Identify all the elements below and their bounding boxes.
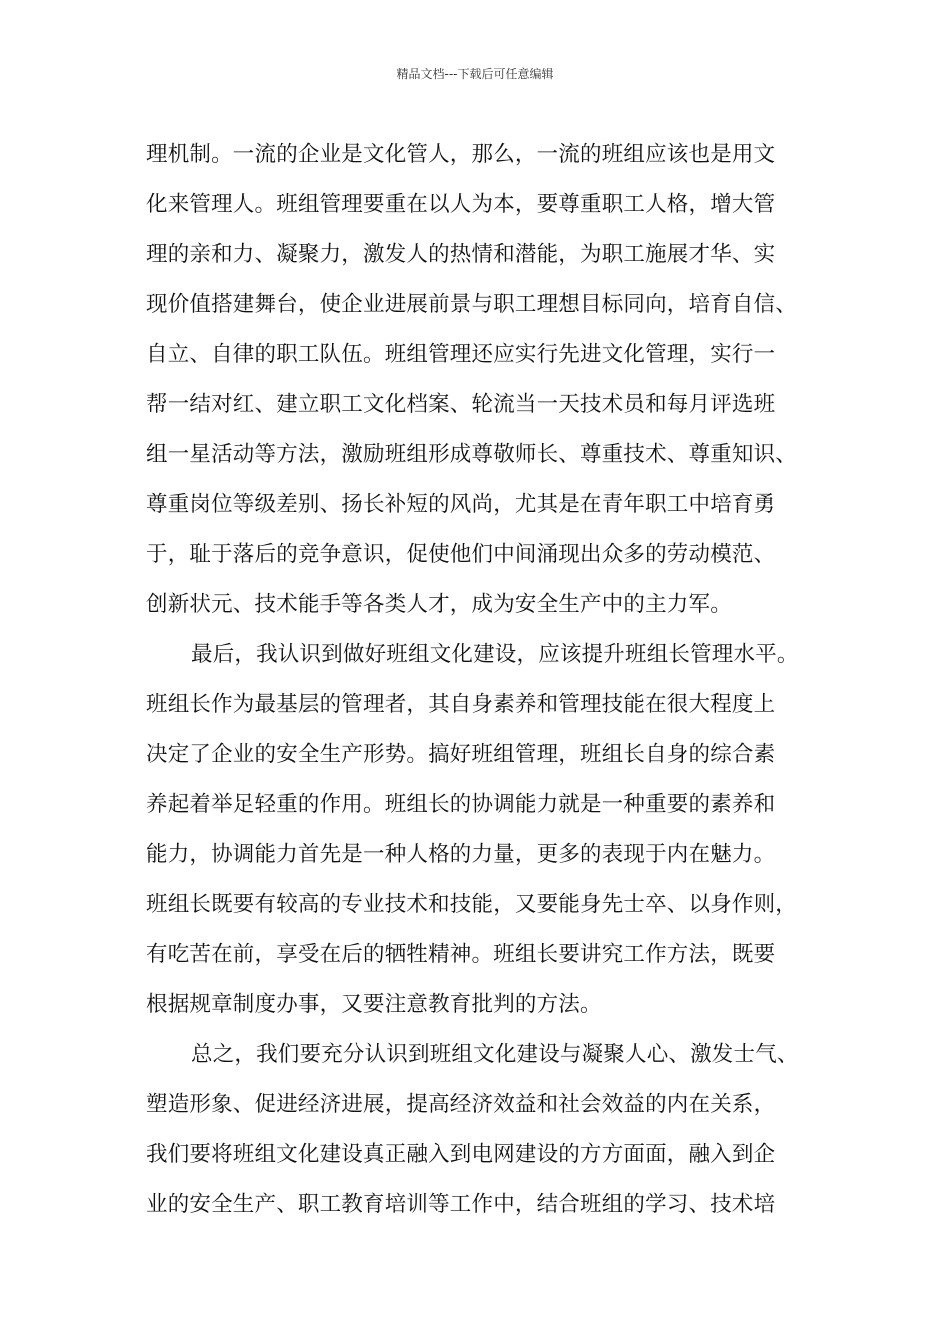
text-line: 根据规章制度办事，又要注意教育批判的方法。 (146, 992, 602, 1017)
text-line: 塑造形象、促进经济进展，提高经济效益和社会效益的内在关系， (146, 1092, 776, 1117)
text-line: 化来管理人。班组管理要重在以人为本，要尊重职工人格，增大管 (146, 192, 776, 217)
text-line: 班组长作为最基层的管理者，其自身素养和管理技能在很大程度上 (146, 692, 776, 717)
text-line: 创新状元、技术能手等各类人才，成为安全生产中的主力军。 (146, 592, 732, 617)
text-line: 理的亲和力、凝聚力，激发人的热情和潜能，为职工施展才华、实 (146, 242, 776, 267)
text-line: 于，耻于落后的竞争意识，促使他们中间涌现出众多的劳动模范、 (146, 542, 776, 567)
text-line: 班组长既要有较高的专业技术和技能，又要能身先士卒、以身作则， (146, 892, 798, 917)
text-line: 尊重岗位等级差别、扬长补短的风尚，尤其是在青年职工中培育勇 (146, 492, 776, 517)
text-line: 现价值搭建舞台，使企业进展前景与职工理想目标同向，培育自信、 (146, 292, 798, 317)
page-header: 精品文档---下载后可任意编辑 (396, 67, 554, 81)
text-line: 理机制。一流的企业是文化管人，那么，一流的班组应该也是用文 (146, 142, 776, 167)
text-line: 帮一结对红、建立职工文化档案、轮流当一天技术员和每月评选班 (146, 392, 776, 417)
text-line: 能力，协调能力首先是一种人格的力量，更多的表现于内在魅力。 (146, 842, 776, 867)
text-line: 业的安全生产、职工教育培训等工作中，结合班组的学习、技术培 (146, 1192, 776, 1217)
text-line: 养起着举足轻重的作用。班组长的协调能力就是一种重要的素养和 (146, 792, 776, 817)
paragraph-start-line: 总之，我们要充分认识到班组文化建设与凝聚人心、激发士气、 (191, 1042, 799, 1067)
text-line: 有吃苦在前，享受在后的牺牲精神。班组长要讲究工作方法，既要 (146, 942, 776, 967)
text-line: 我们要将班组文化建设真正融入到电网建设的方方面面，融入到企 (146, 1142, 776, 1167)
text-line: 自立、自律的职工队伍。班组管理还应实行先进文化管理，实行一 (146, 342, 776, 367)
document-body (146, 130, 826, 1230)
text-line: 决定了企业的安全生产形势。搞好班组管理，班组长自身的综合素 (146, 742, 776, 767)
text-line: 组一星活动等方法，激励班组形成尊敬师长、尊重技术、尊重知识、 (146, 442, 798, 467)
paragraph-start-line: 最后，我认识到做好班组文化建设，应该提升班组长管理水平。 (191, 642, 799, 667)
